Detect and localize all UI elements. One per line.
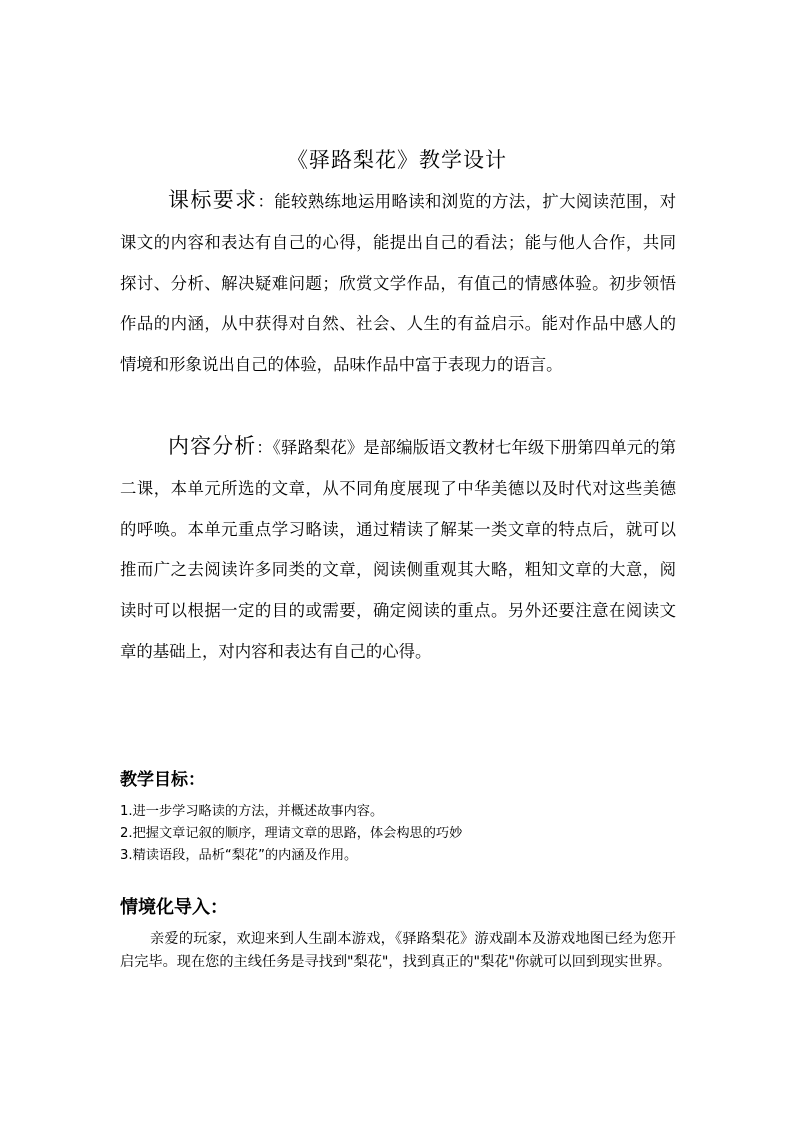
goals-heading: 教学目标： <box>120 770 205 790</box>
analysis-label: 内容分析 <box>168 434 257 458</box>
intro-paragraph: 亲爱的玩家，欢迎来到人生副本游戏，《驿路梨花》游戏副本及游戏地图已经为您开启完毕。现在您的主线任务是寻找到"梨花"，找到真正的"梨花"你就可以回到现实世界。 <box>120 931 676 970</box>
analysis-section <box>120 426 676 673</box>
goal-item: 1.进一步学习略读的方法，并概述故事内容。 <box>120 804 384 819</box>
document-title: 《驿路梨花》教学设计 <box>287 148 507 172</box>
goal-item: 3.精读语段，品析“梨花”的内涵及作用。 <box>120 848 358 863</box>
curriculum-paragraph <box>120 180 676 386</box>
goals-list <box>120 801 676 867</box>
goal-item: 2.把握文章记叙的顺序，理请文章的思路，体会构思的巧妙 <box>120 826 463 841</box>
curriculum-text: ：能较熟练地运用略读和浏览的方法，扩大阅读范围，对课文的内容和表达有自己的心得，能提出自己的看法；能与他人合作，共同探讨、分析、解决疑难问题；欣赏文学作品，有值己的情感体验。初步领悟作品的内涵，从中获得对自然、社会、人生的有益启示。能对作品中感人的情境和形象说出自己的体验，品味作品中富于表现力的语言。 <box>120 192 677 375</box>
analysis-paragraph <box>120 426 676 673</box>
curriculum-section <box>120 180 676 386</box>
analysis-text: ：《驿路梨花》是部编版语文教材七年级下册第四单元的第二课，本单元所选的文章，从不同角度展现了中华美德以及时代对这些美德的呼唤。本单元重点学习略读，通过精读了解某一类文章的特点后，就可以推而广之去阅读许多同类的文章，阅读侧重观其大略，粗知文章的大意，阅读时可以根据一定的目的或需要，确定阅读的重点。另外还要注意在阅读文章的基础上，对内容和表达有自己的心得。 <box>120 438 676 661</box>
intro-heading: 情境化导入： <box>120 897 228 918</box>
curriculum-label: 课标要求 <box>168 188 258 212</box>
